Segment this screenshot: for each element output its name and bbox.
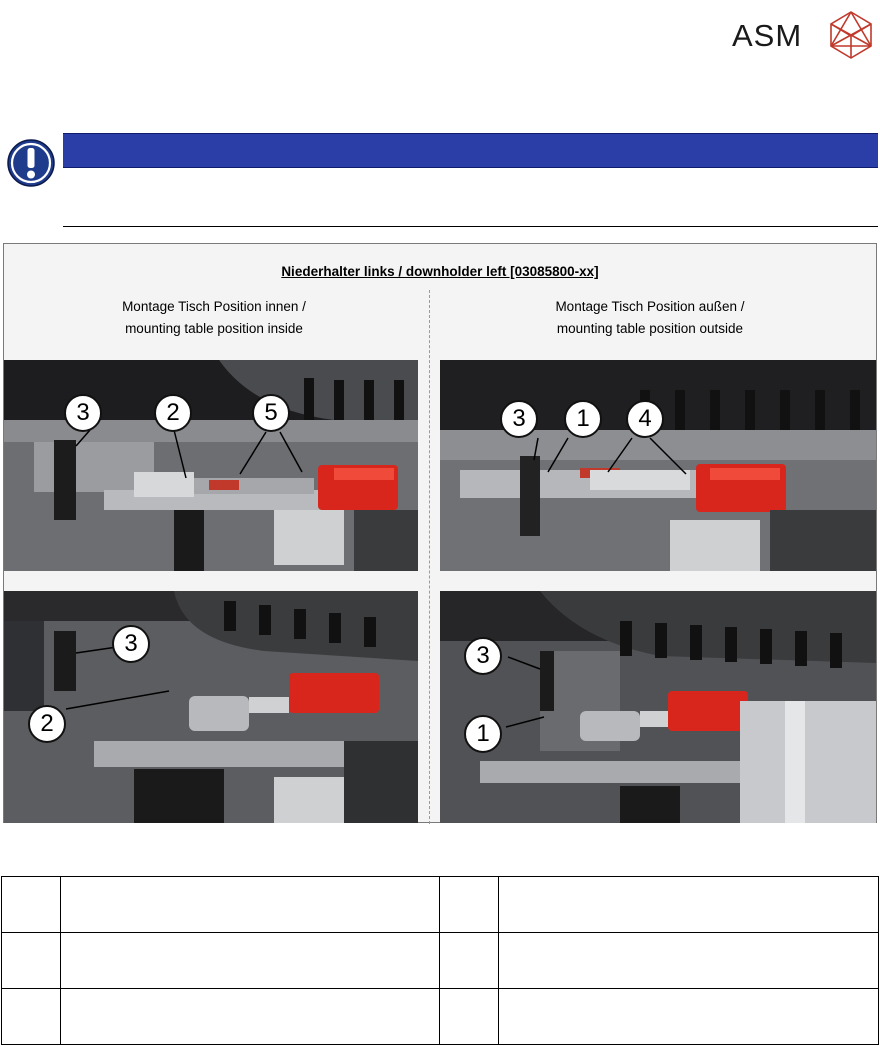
callout-4: 4 (626, 400, 664, 438)
callout-2: 2 (28, 705, 66, 743)
legend-number (2, 989, 61, 1045)
callout-3: 3 (64, 394, 102, 432)
callout-3: 3 (500, 400, 538, 438)
legend-text (499, 877, 879, 933)
right-heading-line1: Montage Tisch Position außen / (555, 299, 745, 314)
photo-bottom-left (4, 591, 418, 823)
legend-row (2, 877, 879, 933)
callout-3: 3 (112, 625, 150, 663)
callout-1: 1 (464, 715, 502, 753)
legend-text (60, 989, 440, 1045)
legend-number (2, 933, 61, 989)
legend-text (60, 933, 440, 989)
photo-top-left (4, 360, 418, 571)
callout-5: 5 (252, 394, 290, 432)
legend-number (440, 933, 499, 989)
left-heading-line2: mounting table position inside (125, 321, 303, 336)
asm-logo-mark-icon (826, 10, 876, 60)
legend-number (440, 989, 499, 1045)
callout-3: 3 (464, 637, 502, 675)
callout-1: 1 (564, 400, 602, 438)
legend-text (60, 877, 440, 933)
callout-2: 2 (154, 394, 192, 432)
photo-bottom-right (440, 591, 876, 823)
asm-logo (732, 10, 877, 58)
left-column-heading (4, 296, 424, 340)
right-heading-line2: mounting table position outside (556, 321, 744, 336)
notice-title-bar (63, 133, 878, 168)
figure-title: Niederhalter links / downholder left [03085800-xx] (281, 264, 599, 279)
right-column-heading (440, 296, 860, 340)
legend-number (440, 877, 499, 933)
legend-number (2, 877, 61, 933)
legend-row (2, 933, 879, 989)
legend-row (2, 989, 879, 1045)
photo-top-right (440, 360, 876, 571)
legend-text (499, 933, 879, 989)
column-divider (429, 290, 430, 824)
legend-table (1, 876, 879, 1045)
legend-text (499, 989, 879, 1045)
logo-text: ASM (732, 18, 803, 53)
figure-panel (3, 243, 877, 823)
notice-bottom-rule (63, 226, 878, 227)
exclamation-icon (6, 138, 56, 188)
left-heading-line1: Montage Tisch Position innen / (122, 299, 306, 314)
